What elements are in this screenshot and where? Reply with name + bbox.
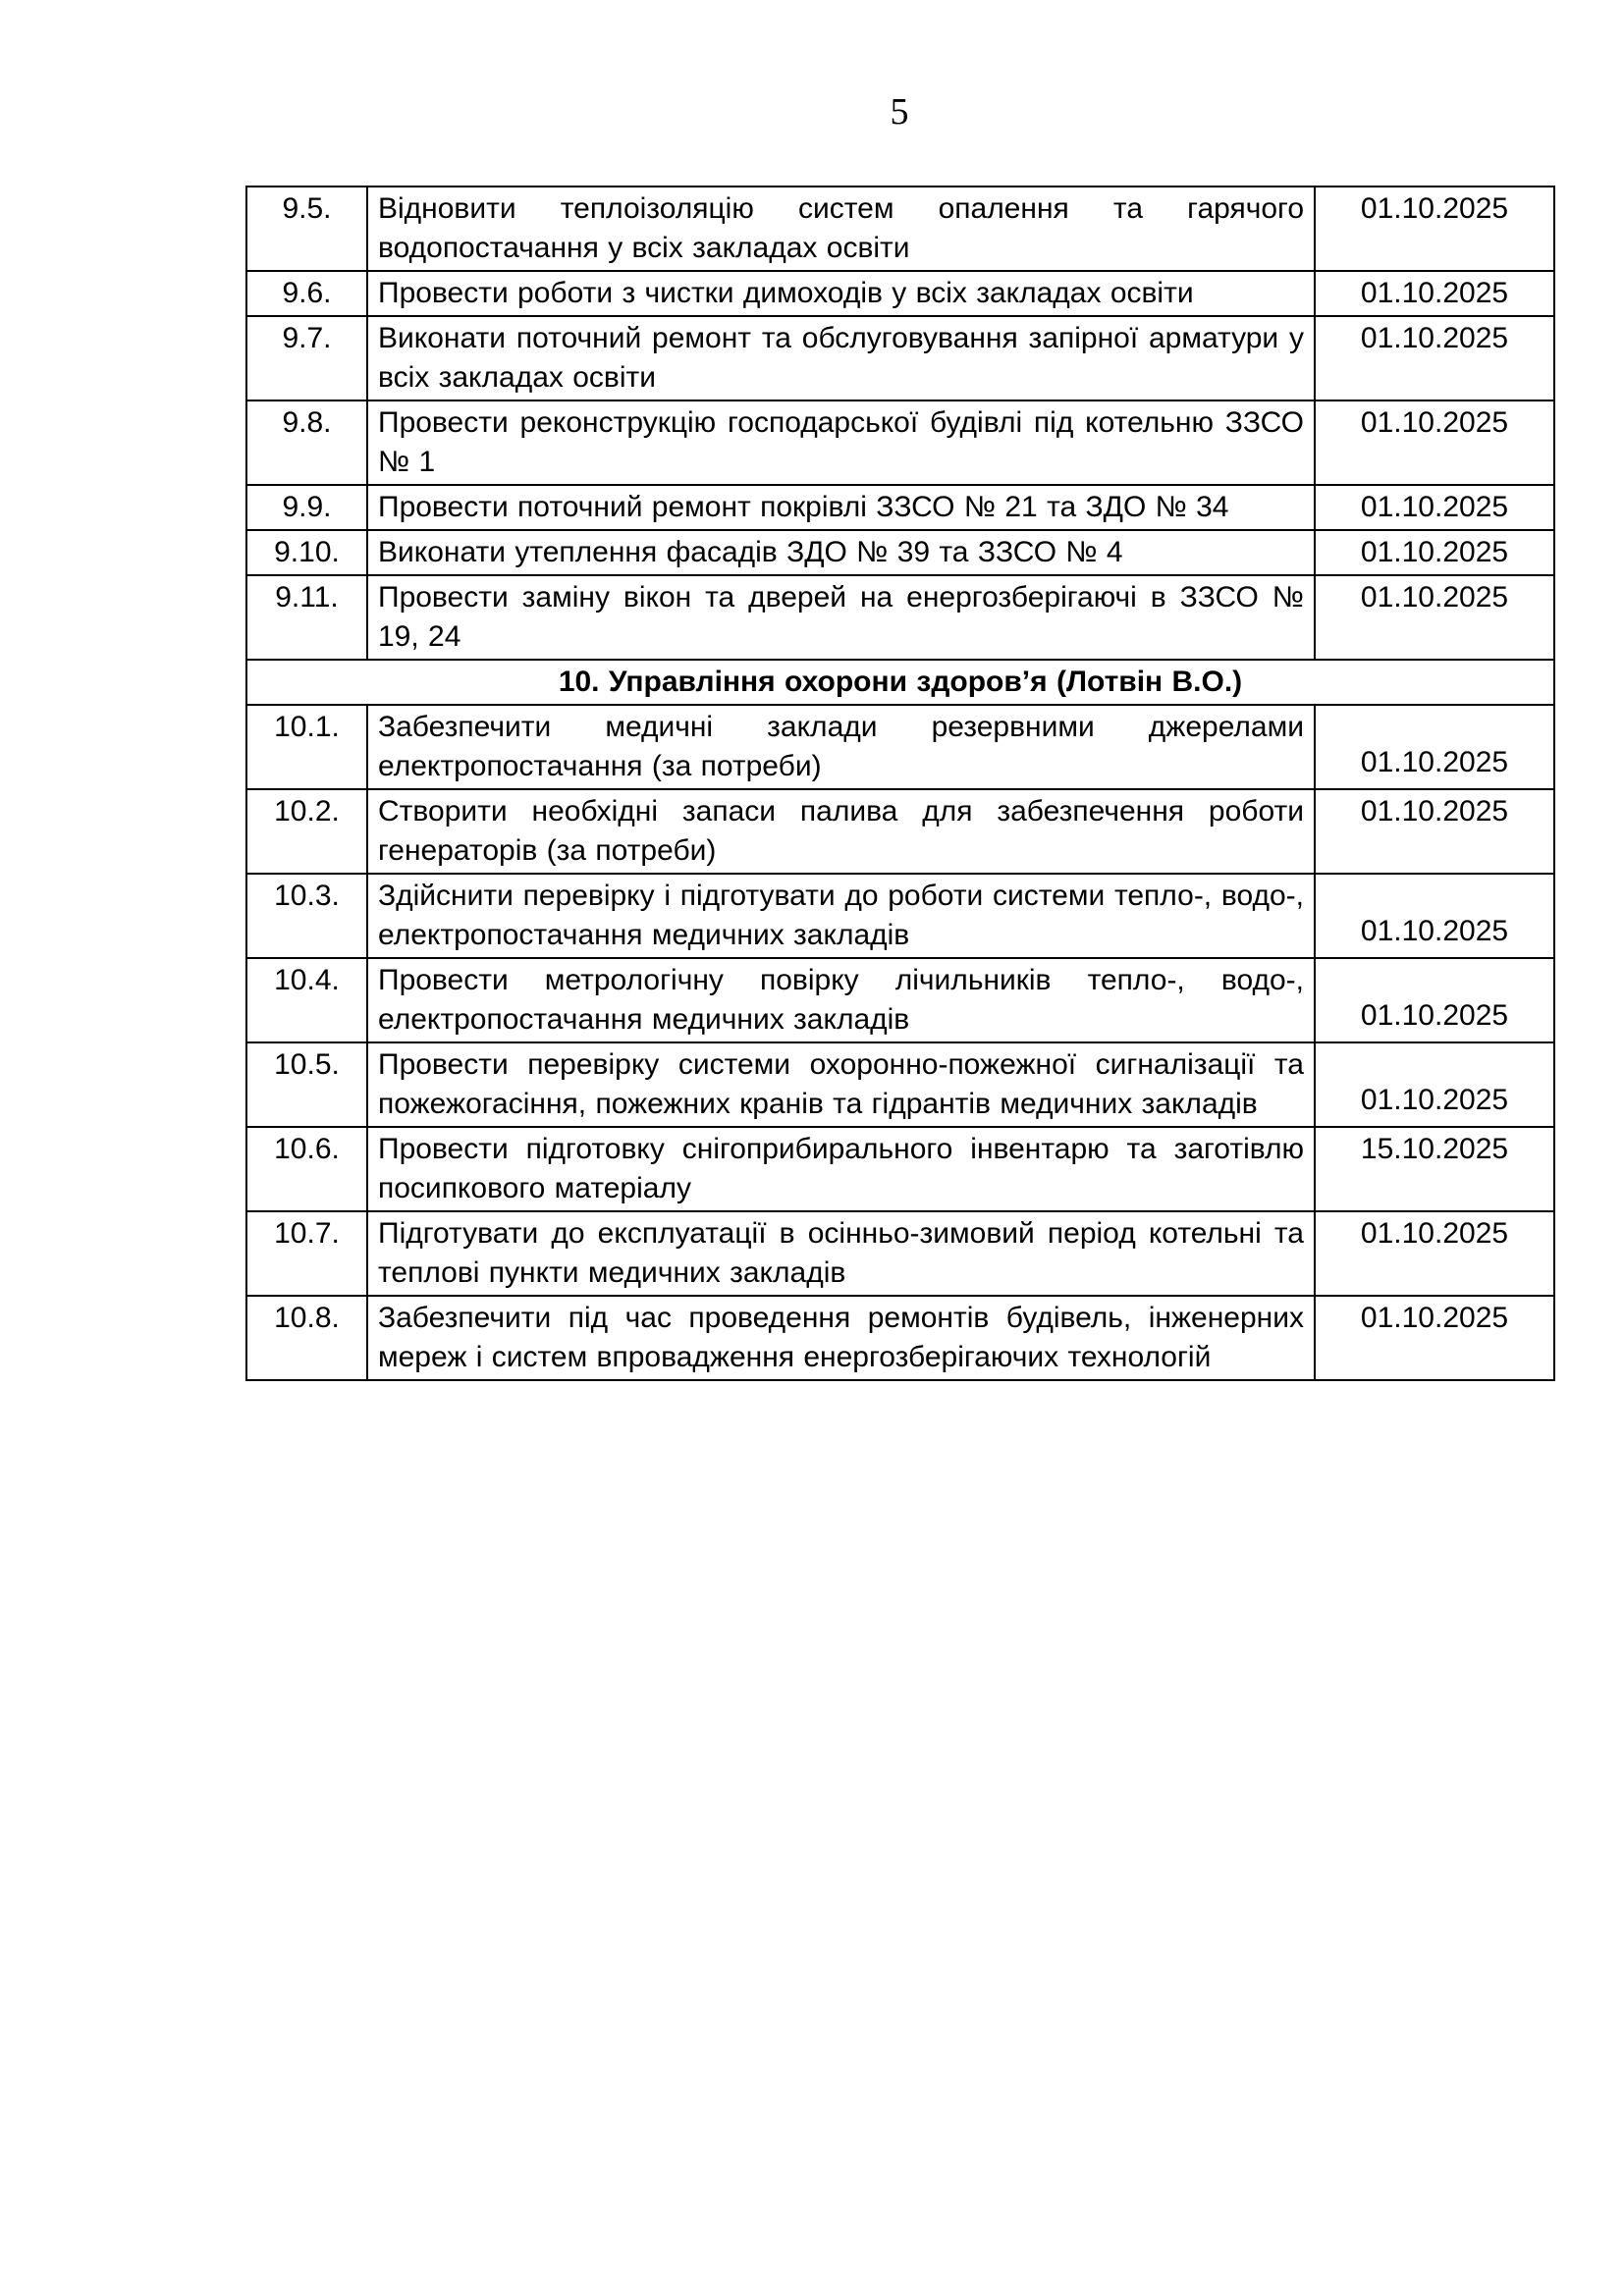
task-text: Створити необхідні запаси палива для забезпечення роботи генераторів (за потреби): [367, 789, 1315, 874]
task-text: Підготувати до експлуатації в осінньо-зимовий період котельні та теплові пункти медичних закладів: [367, 1211, 1315, 1296]
table-row: [246, 530, 1554, 575]
table-row: [246, 958, 1554, 1042]
task-text: Відновити теплоізоляцію систем опалення та гарячого водопостачання у всіх закладах освіти: [367, 187, 1315, 271]
table-row: [246, 1127, 1554, 1211]
row-number: 10.6.: [246, 1127, 367, 1211]
row-number: 10.3.: [246, 874, 367, 958]
row-number: 9.10.: [246, 530, 367, 575]
task-text: Провести підготовку снігоприбирального інвентарю та заготівлю посипкового матеріалу: [367, 1127, 1315, 1211]
row-number: 9.5.: [246, 187, 367, 271]
deadline-date: 01.10.2025: [1315, 958, 1554, 1042]
table-row: [246, 874, 1554, 958]
task-text: Виконати поточний ремонт та обслуговування запірної арматури у всіх закладах освіти: [367, 316, 1315, 400]
task-text: Забезпечити під час проведення ремонтів будівель, інженерних мереж і систем впровадження енергозберігаючих технологій: [367, 1296, 1315, 1380]
row-number: 10.1.: [246, 705, 367, 789]
table-row: [246, 1211, 1554, 1296]
deadline-date: 01.10.2025: [1315, 874, 1554, 958]
task-text: Провести роботи з чистки димоходів у всіх закладах освіти: [367, 271, 1315, 316]
table-row: [246, 575, 1554, 660]
section-header-label: 10. Управління охорони здоров’я (Лотвін В.О.): [246, 660, 1554, 705]
task-text: Здійснити перевірку і підготувати до роботи системи тепло-, водо-, електропостачання медичних закладів: [367, 874, 1315, 958]
row-number: 10.4.: [246, 958, 367, 1042]
deadline-date: 01.10.2025: [1315, 187, 1554, 271]
table-row: [246, 485, 1554, 530]
row-number: 9.7.: [246, 316, 367, 400]
row-number: 10.5.: [246, 1042, 367, 1127]
deadline-date: 01.10.2025: [1315, 705, 1554, 789]
deadline-date: 15.10.2025: [1315, 1127, 1554, 1211]
task-text: Провести заміну вікон та дверей на енергозберігаючі в ЗЗСО № 19, 24: [367, 575, 1315, 660]
row-number: 9.8.: [246, 400, 367, 485]
deadline-date: 01.10.2025: [1315, 789, 1554, 874]
deadline-date: 01.10.2025: [1315, 530, 1554, 575]
task-text: Провести перевірку системи охоронно-пожежної сигналізації та пожежогасіння, пожежних кранів та гідрантів медичних закладів: [367, 1042, 1315, 1127]
deadline-date: 01.10.2025: [1315, 1042, 1554, 1127]
deadline-date: 01.10.2025: [1315, 1296, 1554, 1380]
task-text: Провести реконструкцію господарської будівлі під котельню ЗЗСО № 1: [367, 400, 1315, 485]
row-number: 9.6.: [246, 271, 367, 316]
table-row: [246, 187, 1554, 271]
page-number: 5: [890, 91, 909, 133]
row-number: 10.7.: [246, 1211, 367, 1296]
table-row: [246, 705, 1554, 789]
task-text: Провести поточний ремонт покрівлі ЗЗСО № 21 та ЗДО № 34: [367, 485, 1315, 530]
deadline-date: 01.10.2025: [1315, 575, 1554, 660]
row-number: 9.11.: [246, 575, 367, 660]
table-row: [246, 400, 1554, 485]
task-text: Провести метрологічну повірку лічильників тепло-, водо-, електропостачання медичних закладів: [367, 958, 1315, 1042]
task-text: Виконати утеплення фасадів ЗДО № 39 та ЗЗСО № 4: [367, 530, 1315, 575]
table-row: [246, 1042, 1554, 1127]
deadline-date: 01.10.2025: [1315, 400, 1554, 485]
row-number: 10.2.: [246, 789, 367, 874]
row-number: 10.8.: [246, 1296, 367, 1380]
deadline-date: 01.10.2025: [1315, 485, 1554, 530]
deadline-date: 01.10.2025: [1315, 316, 1554, 400]
table-row: [246, 316, 1554, 400]
deadline-date: 01.10.2025: [1315, 1211, 1554, 1296]
table-row: [246, 789, 1554, 874]
plan-table: [245, 186, 1555, 1381]
table-row: [246, 1296, 1554, 1380]
task-text: Забезпечити медичні заклади резервними джерелами електропостачання (за потреби): [367, 705, 1315, 789]
section-header-row: [246, 660, 1554, 705]
row-number: 9.9.: [246, 485, 367, 530]
deadline-date: 01.10.2025: [1315, 271, 1554, 316]
table-row: [246, 271, 1554, 316]
